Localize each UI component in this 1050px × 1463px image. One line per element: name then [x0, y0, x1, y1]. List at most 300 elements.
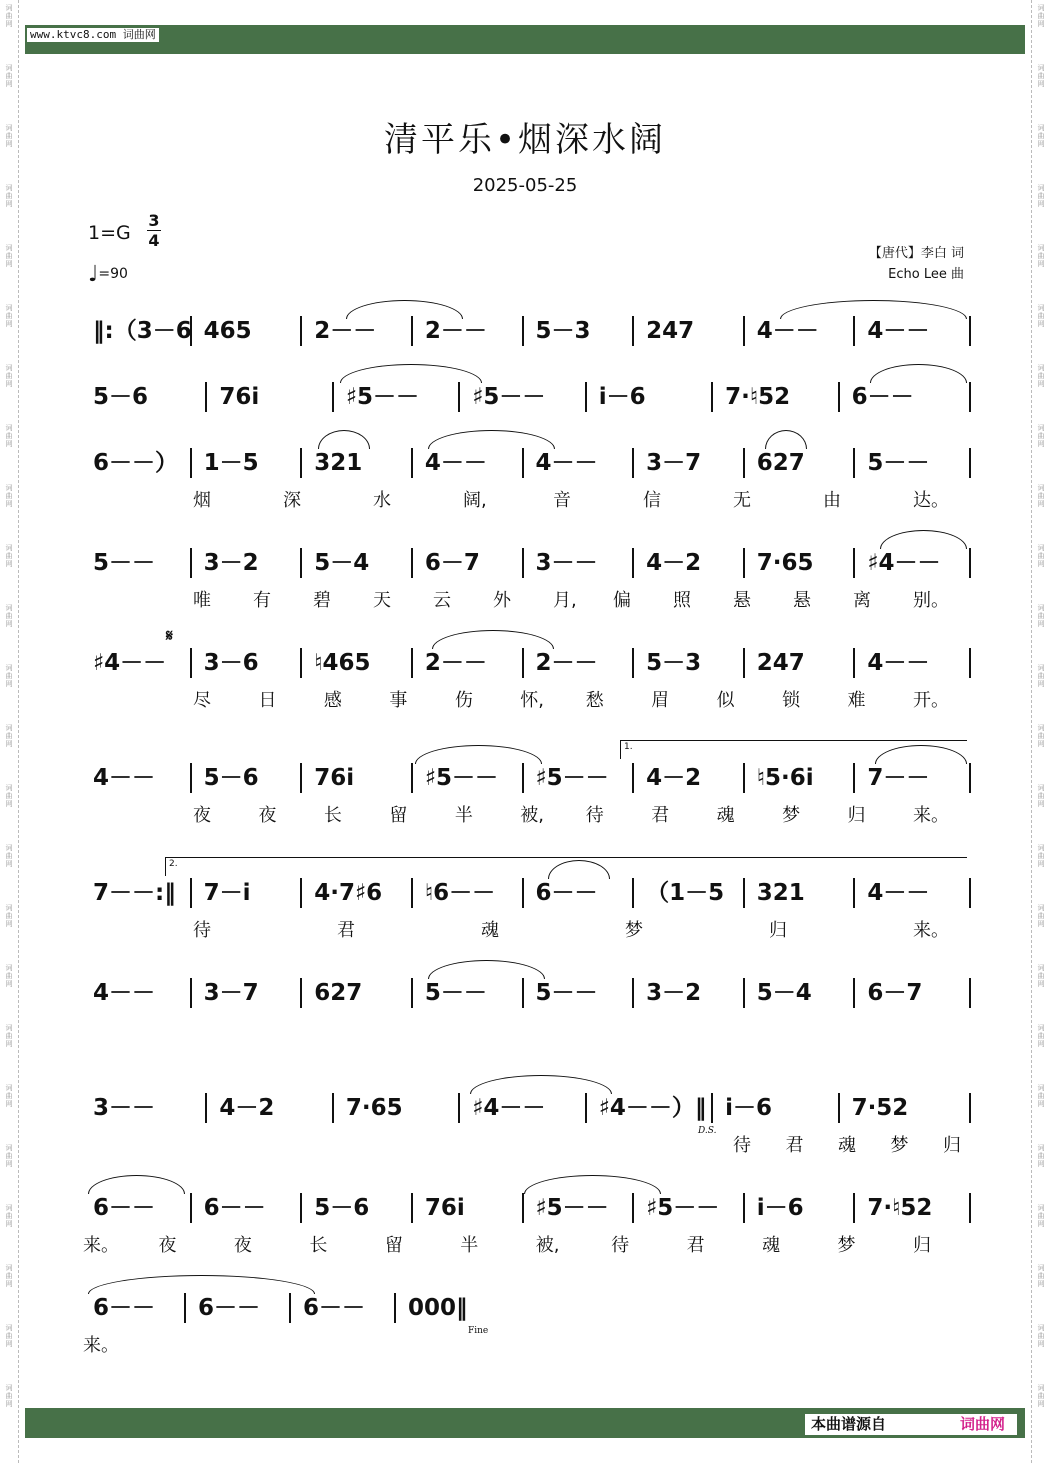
time-signature [147, 211, 161, 250]
score-row [83, 1293, 968, 1356]
bar-line [585, 382, 587, 412]
watermark-text: 词 曲 网 [5, 364, 13, 388]
lyric-syllable: 伤 [454, 690, 473, 711]
measure: 5－6 [314, 1195, 370, 1221]
notes-line [83, 763, 968, 793]
bar-line [632, 448, 634, 478]
lyric-syllable: 君 [651, 805, 670, 826]
lyric-syllable: 梦 [837, 1235, 856, 1256]
score-row [83, 1193, 968, 1256]
measure: 5－3 [535, 318, 591, 344]
key-signature: 1=G [88, 222, 131, 244]
bar-line [300, 316, 302, 346]
credits [869, 243, 964, 285]
measure: 4－－ [93, 765, 156, 791]
lyric-syllable: 归 [847, 805, 866, 826]
measure: ‖:（3－6 [93, 318, 192, 344]
measure: 3－2 [646, 980, 702, 1006]
notes-line [83, 382, 968, 412]
bar-line [300, 548, 302, 578]
measure: ♯5－－ [646, 1195, 720, 1221]
lyric-syllable: 被, [535, 1235, 560, 1256]
measure: ♮465 [314, 650, 371, 676]
measure: 4－2 [646, 550, 702, 576]
bar-line [411, 878, 413, 908]
watermark-text: 词 曲 网 [1037, 244, 1045, 268]
volta-second-label: 2. [169, 859, 178, 869]
bar-line [632, 763, 634, 793]
watermark-text: 词 曲 网 [1037, 184, 1045, 208]
volta-second [165, 857, 967, 876]
measure: ♯5－－ [424, 765, 499, 791]
measure: 465 [203, 318, 252, 344]
bar-line [969, 978, 971, 1008]
bar-line [743, 878, 745, 908]
bar-line [522, 548, 524, 578]
lyric-syllable: 归 [943, 1135, 961, 1156]
lyric-syllable: 夜 [193, 805, 211, 826]
lyric-syllable: 君 [337, 920, 355, 941]
measure: i－6 [598, 384, 646, 410]
watermark-text: 词 曲 网 [5, 724, 13, 748]
bar-line [411, 648, 413, 678]
bar-line [522, 1193, 524, 1223]
measure: 76i [219, 384, 260, 410]
measure: 76i [314, 765, 355, 791]
left-watermark-strip [0, 0, 19, 1463]
bar-line [300, 448, 302, 478]
watermark-text: 词 曲 网 [1037, 1084, 1045, 1108]
bar-line [190, 448, 192, 478]
measure: ♯4－－ [867, 550, 941, 576]
bar-line [411, 548, 413, 578]
measure: 4－－ [867, 650, 930, 676]
measure: ♯5－－ [535, 1195, 609, 1221]
watermark-text: 词 曲 网 [5, 244, 13, 268]
tempo-mark [88, 262, 128, 287]
watermark-text: 词 曲 网 [1037, 304, 1045, 328]
bar-line [743, 448, 745, 478]
score-row [83, 763, 968, 826]
lyric-syllable: 开。 [913, 690, 949, 711]
bar-line [743, 548, 745, 578]
watermark-text: 词 曲 网 [5, 1264, 13, 1288]
bar-line [743, 648, 745, 678]
lyric-syllable: 烟 [193, 490, 211, 511]
lyric-syllable: 愁 [585, 690, 604, 711]
measure: ♯4－－ [93, 650, 167, 676]
bar-line [585, 1093, 587, 1123]
measure: 5－－ [535, 980, 598, 1006]
source-label: 本曲谱源自 [811, 1415, 887, 1433]
watermark-text: 词 曲 网 [5, 844, 13, 868]
bar-line [411, 978, 413, 1008]
watermark-text: 词 曲 网 [1037, 4, 1045, 28]
lyric-syllable: 待 [611, 1235, 630, 1256]
lyric-syllable: 日 [258, 690, 277, 711]
bar-line [411, 763, 413, 793]
lyric-syllable: 别。 [913, 590, 949, 611]
measure: 7·65 [345, 1095, 403, 1121]
watermark-text: 词 曲 网 [1037, 544, 1045, 568]
measure: ♯5－－ [345, 384, 419, 410]
watermark-text: 词 曲 网 [1037, 1324, 1045, 1348]
bar-line [522, 316, 524, 346]
measure: 321 [756, 880, 805, 906]
lyric-syllable: 水 [373, 490, 391, 511]
watermark-text: 词 曲 网 [5, 784, 13, 808]
tie-slur [428, 960, 545, 979]
lyric-syllable: 长 [323, 805, 342, 826]
bar-line [853, 1193, 855, 1223]
watermark-text: 词 曲 网 [1037, 364, 1045, 388]
measure: 247 [646, 318, 695, 344]
lyric-syllable: 归 [769, 920, 787, 941]
lyric-syllable: 事 [389, 690, 408, 711]
lyric-syllable: 月, [553, 590, 577, 611]
watermark-text: 词 曲 网 [1037, 844, 1045, 868]
bar-line [743, 978, 745, 1008]
measure: i－6 [756, 1195, 804, 1221]
measure: 6－－） [93, 450, 179, 476]
lyric-syllable: 待 [733, 1135, 751, 1156]
measure: 4－－ [867, 880, 930, 906]
tie-slur [346, 300, 463, 319]
measure: 4－－ [535, 450, 598, 476]
watermark-text: 词 曲 网 [1037, 1204, 1045, 1228]
watermark-text: 词 曲 网 [1037, 1144, 1045, 1168]
bar-line [190, 763, 192, 793]
watermark-text: 词 曲 网 [1037, 1024, 1045, 1048]
bar-line [332, 1093, 334, 1123]
lyric-syllable: 阔, [463, 490, 487, 511]
measure: ♯5－－ [472, 384, 546, 410]
bar-line [458, 382, 460, 412]
lyric-syllable: 离 [853, 590, 871, 611]
bar-line [190, 978, 192, 1008]
measure: 6－－ [851, 384, 914, 410]
footer-bar [25, 1408, 1025, 1438]
measure: 4－－ [93, 980, 156, 1006]
lyric-syllable: 碧 [313, 590, 331, 611]
bar-line [522, 978, 524, 1008]
bar-line [190, 878, 192, 908]
measure: 247 [756, 650, 805, 676]
score-row [83, 648, 968, 711]
measure: 627 [756, 450, 805, 476]
measure: ♯4－－）‖ [598, 1095, 707, 1121]
watermark-text: 词 曲 网 [1037, 124, 1045, 148]
measure: 6－－ [93, 1195, 156, 1221]
measure: 6－7 [867, 980, 923, 1006]
notes-line [83, 1193, 968, 1223]
measure: 5－－ [93, 550, 156, 576]
lyric-syllable: 魂 [838, 1135, 856, 1156]
bar-line [300, 978, 302, 1008]
watermark-text: 词 曲 网 [5, 1384, 13, 1408]
lyric-syllable: 感 [323, 690, 342, 711]
bar-line [969, 1093, 971, 1123]
lyric-syllable: 照 [673, 590, 691, 611]
lyric-syllable: 归 [913, 1235, 931, 1256]
lyric-syllable: 云 [433, 590, 451, 611]
measure: 4－－ [424, 450, 487, 476]
bar-line [632, 978, 634, 1008]
measure: 6－－ [535, 880, 598, 906]
lyric-syllable: 待 [193, 920, 211, 941]
notes-line [83, 548, 968, 578]
bar-line [184, 1293, 186, 1323]
lyric-syllable: 梦 [890, 1135, 909, 1156]
watermark-text: 词 曲 网 [1037, 784, 1045, 808]
measure: （1－5 [646, 880, 725, 906]
tie-slur [88, 1275, 315, 1294]
measure: 6－－ [303, 1295, 366, 1321]
bar-line [190, 1193, 192, 1223]
notes-line [83, 978, 968, 1008]
lyric-syllable: 君 [686, 1235, 705, 1256]
lyric-syllable: 梦 [782, 805, 801, 826]
lyric-syllable: 梦 [625, 920, 643, 941]
bar-line [969, 1193, 971, 1223]
measure: 2－－ [535, 650, 598, 676]
bar-line [853, 978, 855, 1008]
bar-line [853, 878, 855, 908]
lyric-syllable: 来。 [913, 805, 949, 826]
watermark-text: 词 曲 网 [1037, 1264, 1045, 1288]
lyric-syllable: 唯 [193, 590, 211, 611]
measure: 7·65 [756, 550, 814, 576]
lyric-syllable: 偏 [613, 590, 631, 611]
song-date: 2025-05-25 [472, 175, 578, 196]
bar-line [632, 548, 634, 578]
volta-first-label: 1. [624, 742, 633, 752]
quarter-note-icon: ♩ [88, 262, 99, 287]
bar-line [711, 382, 713, 412]
bar-line [969, 448, 971, 478]
bar-line [300, 1193, 302, 1223]
measure: 6－－ [203, 1195, 266, 1221]
watermark-text: 词 曲 网 [5, 904, 13, 928]
lyric-syllable: 锁 [782, 690, 801, 711]
watermark-text: 词 曲 网 [5, 424, 13, 448]
bar-line [332, 382, 334, 412]
measure: 3－7 [646, 450, 702, 476]
meter-top: 3 [148, 211, 160, 230]
lyric-syllable: 夜 [158, 1235, 177, 1256]
measure: 3－－ [93, 1095, 156, 1121]
watermark-text: 词 曲 网 [5, 64, 13, 88]
measure: ♯4－－ [472, 1095, 546, 1121]
watermark-text: 词 曲 网 [5, 1024, 13, 1048]
bar-line [969, 763, 971, 793]
bar-line [853, 448, 855, 478]
bar-line [969, 548, 971, 578]
measure: 3－2 [203, 550, 259, 576]
header-bar [25, 25, 1025, 54]
lyric-syllable: 来。 [83, 1235, 119, 1256]
watermark-text: 词 曲 网 [5, 124, 13, 148]
score-row [83, 316, 968, 376]
lyric-syllable: 天 [373, 590, 391, 611]
watermark-text: 词 曲 网 [5, 184, 13, 208]
volta-first [620, 740, 967, 759]
measure: 321 [314, 450, 363, 476]
tie-slur [470, 1075, 612, 1094]
bar-line [458, 1093, 460, 1123]
bar-line [300, 763, 302, 793]
tie-slur [432, 630, 554, 649]
lyric-syllable: 来。 [83, 1335, 119, 1356]
lyricist: 【唐代】李白 词 [868, 246, 964, 261]
measure: 5－4 [756, 980, 812, 1006]
bar-line [743, 1193, 745, 1223]
lyric-syllable: 外 [493, 590, 511, 611]
bar-line [411, 1193, 413, 1223]
lyric-syllable: 音 [553, 490, 571, 511]
lyric-syllable: 似 [716, 690, 735, 711]
measure: 4－2 [219, 1095, 275, 1121]
source-name: 词曲网 [959, 1415, 1005, 1433]
bar-line [632, 316, 634, 346]
bar-line [853, 648, 855, 678]
tempo-value: =90 [98, 266, 128, 282]
bar-line [743, 316, 745, 346]
measure: 2－－ [424, 650, 487, 676]
score-row [83, 978, 968, 1038]
tie-slur [524, 1175, 661, 1194]
measure: 3－6 [203, 650, 259, 676]
measure: 3－－ [535, 550, 598, 576]
lyric-syllable: 半 [454, 805, 473, 826]
watermark-text: 词 曲 网 [1037, 64, 1045, 88]
measure: 7－－ [867, 765, 930, 791]
meter-bottom: 4 [148, 231, 160, 250]
watermark-text: 词 曲 网 [5, 1324, 13, 1348]
watermark-text: 词 曲 网 [5, 964, 13, 988]
measure: i－6 [725, 1095, 773, 1121]
measure: 7·♮52 [867, 1195, 933, 1221]
bar-line [969, 382, 971, 412]
bar-line [205, 382, 207, 412]
lyric-syllable: 留 [389, 805, 408, 826]
bar-line [632, 648, 634, 678]
lyric-syllable: 达。 [913, 490, 949, 511]
watermark-text: 词 曲 网 [5, 604, 13, 628]
measure: 4－2 [646, 765, 702, 791]
lyric-syllable: 尽 [193, 690, 211, 711]
measure: 6－7 [424, 550, 480, 576]
notes-line [83, 448, 968, 478]
watermark-text: 词 曲 网 [5, 1144, 13, 1168]
lyric-syllable: 悬 [793, 590, 811, 611]
lyric-syllable: 魂 [716, 805, 735, 826]
score-row [83, 878, 968, 941]
site-url[interactable]: www.ktvc8.com 词曲网 [27, 28, 159, 42]
score-row [83, 1093, 968, 1156]
bar-line [711, 1093, 713, 1123]
bar-line [522, 648, 524, 678]
bar-line [522, 448, 524, 478]
bar-line [838, 382, 840, 412]
bar-line [205, 1093, 207, 1123]
bar-line [969, 878, 971, 908]
tie-slur [415, 745, 542, 764]
measure: 4－－ [756, 318, 819, 344]
watermark-text: 词 曲 网 [1037, 964, 1045, 988]
score-row [83, 548, 968, 611]
measure: 4－－ [867, 318, 930, 344]
source-credit[interactable] [805, 1414, 1017, 1435]
bar-line [300, 878, 302, 908]
watermark-text: 词 曲 网 [1037, 904, 1045, 928]
lyric-syllable: 魂 [762, 1235, 781, 1256]
composer: Echo Lee 曲 [888, 267, 964, 282]
watermark-text: 词 曲 网 [5, 544, 13, 568]
tie-slur [88, 1175, 185, 1194]
watermark-text: 词 曲 网 [5, 4, 13, 28]
measure: 000‖ [408, 1295, 468, 1321]
lyric-syllable: 由 [823, 490, 841, 511]
bar-line [190, 548, 192, 578]
lyric-syllable: 深 [283, 490, 301, 511]
measure: 3－7 [203, 980, 259, 1006]
measure: 7·♮52 [725, 384, 791, 410]
measure: 5－－ [867, 450, 930, 476]
lyric-syllable: 有 [253, 590, 271, 611]
lyric-syllable: 被, [520, 805, 544, 826]
measure: 2－－ [424, 318, 487, 344]
bar-line [853, 763, 855, 793]
measure: 4·7♯6 [314, 880, 383, 906]
bar-line [522, 878, 524, 908]
bar-line [969, 316, 971, 346]
watermark-text: 词 曲 网 [1037, 484, 1045, 508]
watermark-text: 词 曲 网 [5, 1204, 13, 1228]
lyric-syllable: 待 [585, 805, 604, 826]
bar-line [853, 316, 855, 346]
measure: 5－6 [203, 765, 259, 791]
measure: 5－6 [93, 384, 149, 410]
watermark-text: 词 曲 网 [1037, 664, 1045, 688]
measure: 5－3 [646, 650, 702, 676]
lyric-syllable: 悬 [733, 590, 751, 611]
score-row [83, 448, 968, 511]
notes-line [83, 648, 968, 678]
bar-line [190, 648, 192, 678]
measure: 5－－ [424, 980, 487, 1006]
right-watermark-strip [1031, 0, 1050, 1463]
bar-line [522, 763, 524, 793]
watermark-text: 词 曲 网 [5, 484, 13, 508]
measure: 2－－ [314, 318, 377, 344]
lyric-syllable: 夜 [233, 1235, 252, 1256]
bar-line [394, 1293, 396, 1323]
lyric-syllable: 留 [384, 1235, 403, 1256]
bar-line [853, 548, 855, 578]
measure: 6－－ [93, 1295, 156, 1321]
watermark-text: 词 曲 网 [1037, 724, 1045, 748]
measure: 5－4 [314, 550, 370, 576]
watermark-text: 词 曲 网 [1037, 604, 1045, 628]
bar-line [289, 1293, 291, 1323]
measure: ♮5·6i [756, 765, 814, 791]
bar-line [411, 316, 413, 346]
lyric-syllable: 夜 [258, 805, 277, 826]
bar-line [969, 648, 971, 678]
lyric-syllable: 无 [733, 490, 751, 511]
lyric-syllable: 来。 [913, 920, 949, 941]
